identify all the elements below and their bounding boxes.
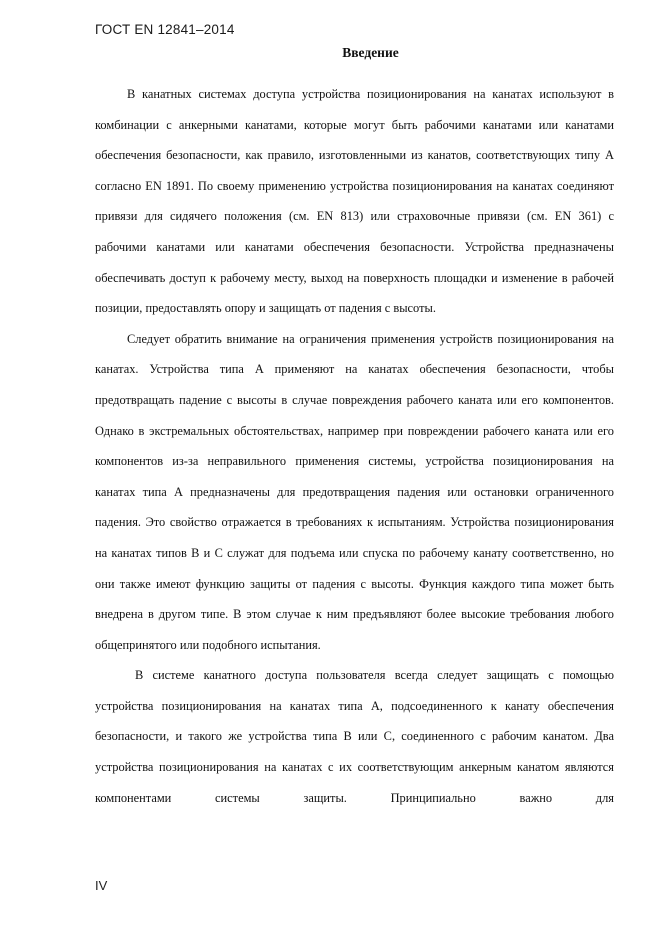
paragraph: Следует обратить внимание на ограничения применения устройств позиционирования на канатах. Устройства типа А применяют на канатах обеспечения безопасности, чтобы предотвращать падение с высоты в случае повреждения рабочего каната или его компонентов. Однако в экстремальных обстоятельствах, например при повреждении рабочего каната или его компонентов из-за неправильного применения системы, устройства позиционирования на канатах типа А предназначены для предотвращения падения или остановки ограниченного падения. Это свойство отражается в требованиях к испытаниям. Устройства позиционирования на канатах типов В и С служат для подъема или спуска по рабочему канату соответственно, но они также имеют функцию защиты от падения с высоты. Функция каждого типа может быть внедрена в другом типе. В этом случае к ним предъявляют более высокие требования любого общепринятого или подобного испытания. [95, 331, 614, 652]
paragraph: В канатных системах доступа устройства позиционирования на канатах используют в комбинации с анкерными канатами, которые могут быть рабочими канатами или канатами обеспечения безопасности, как правило, изготовленными из канатов, соответствующих типу А согласно EN 1891. По своему применению устройства позиционирования на канатах соединяют привязи для сидячего положения (см. EN 813) или страховочные привязи (см. EN 361) с рабочими канатами или канатами обеспечения безопасности. Устройства предназначены обеспечивать доступ к рабочему месту, выход на поверхность площадки и изменение в рабочей позиции, предоставлять опору и защищать от падения с высоты. [95, 87, 614, 316]
section-title: Введение [342, 45, 399, 60]
paragraph: В системе канатного доступа пользователя всегда следует защищать с помощью устройства позиционирования на канатах типа А, подсоединенного к канату обеспечения безопасности, и такого же устройства типа В или С, соединенного с рабочим канатом. Два устройства позиционирования на канатах с их соответствующим анкерным канатом являются компонентами системы защиты. Принципиально важно для [95, 668, 614, 805]
page-number: IV [95, 878, 108, 893]
standard-code-header: ГОСТ EN 12841–2014 [95, 22, 235, 37]
body-text [95, 79, 614, 813]
